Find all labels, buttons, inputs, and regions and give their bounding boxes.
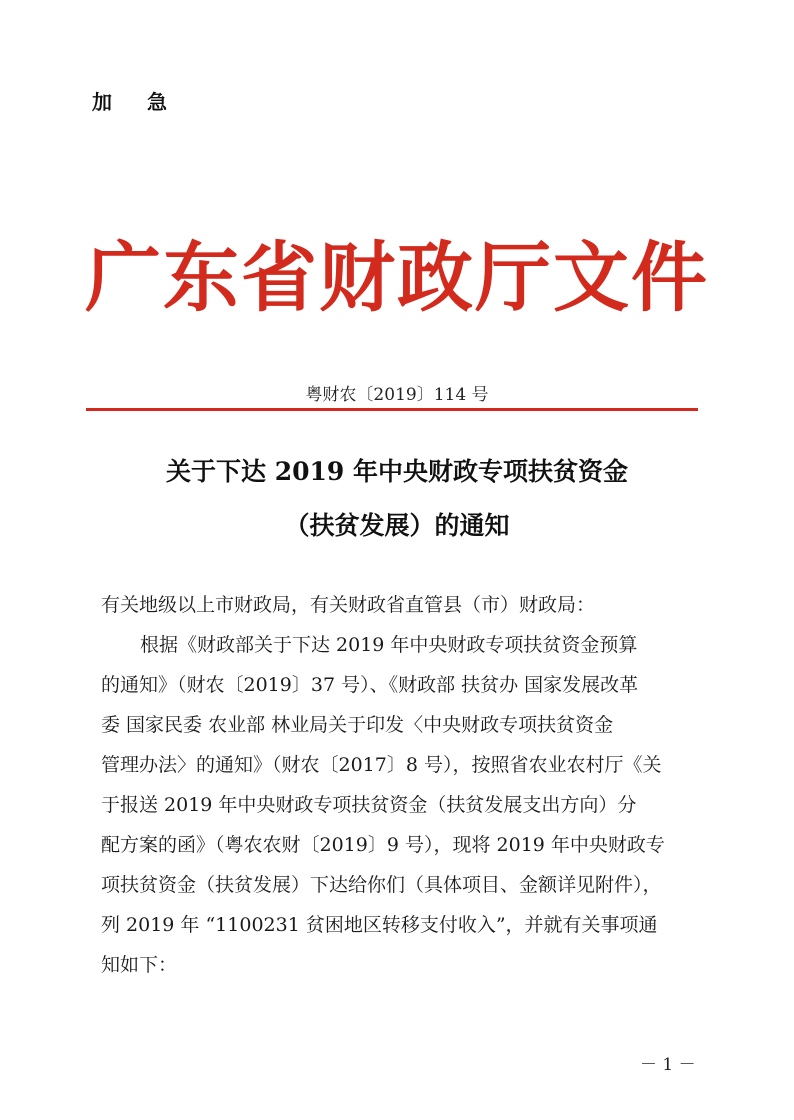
body-line: 管理办法〉的通知》（财农〔2017〕8 号），按照省农业农村厅《关 [101,754,662,776]
body-line: 项扶贫资金（扶贫发展）下达给你们（具体项目、金额详见附件）， [101,874,662,896]
urgency-label: 加 急 [92,90,181,114]
body-line: 配方案的函》（粤农农财〔2019〕9 号），现将 2019 年中央财政专 [101,834,665,856]
addressee-line: 有关地级以上市财政局，有关财政省直管县（市）财政局： [101,594,596,616]
page-number: － 1 － [640,1055,696,1075]
document-number: 粤财农〔2019〕114 号 [305,385,489,405]
red-divider-line [86,408,698,411]
body-line: 列 2019 年 “1100231 贫困地区转移支付收入”，并就有关事项通 [101,914,658,936]
body-line: 委 国家民委 农业部 林业局关于印发〈中央财政专项扶贫资金 [101,714,614,736]
document-header: 广东省财政厅文件 [85,233,709,322]
body-line: 于报送 2019 年中央财政专项扶贫资金（扶贫发展支出方向）分 [101,794,637,816]
title-line-1: 关于下达 2019 年中央财政专项扶贫资金 [166,457,628,486]
body-line: 的通知》（财农〔2019〕37 号）、《财政部 扶贫办 国家发展改革 [101,674,639,696]
title-line-2: （扶贫发展）的通知 [284,511,510,540]
body-line: 根据《财政部关于下达 2019 年中央财政专项扶贫资金预算 [140,634,638,656]
body-line: 知如下： [101,954,178,976]
